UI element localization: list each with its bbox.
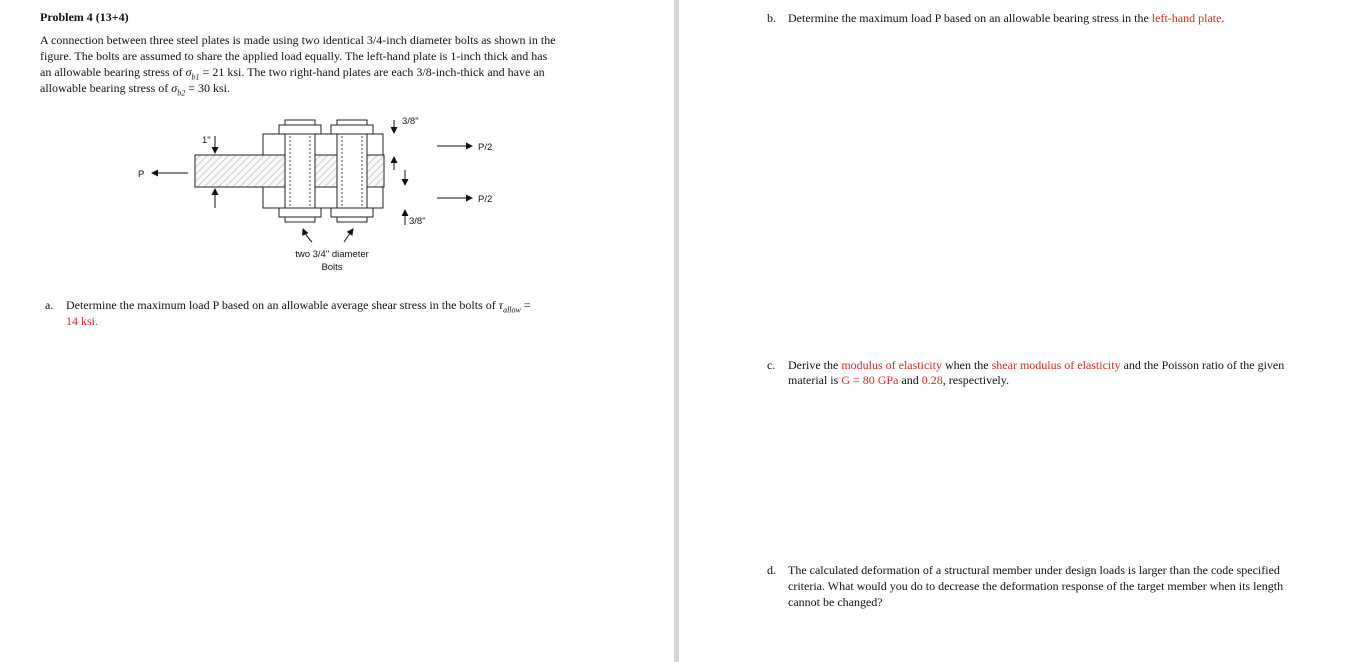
intro-line-1: A connection between three steel plates is made using two identical 3/4-inch diameter bolts as shown in the <box>40 33 556 47</box>
question-b-text: Determine the maximum load P based on an allowable bearing stress in the left-hand plate. <box>788 11 1225 25</box>
figure-caption-line-1: two 3/4" diameter <box>295 249 369 260</box>
question-d-marker: d. <box>767 563 776 577</box>
load-P2-bottom-label: P/2 <box>478 194 493 205</box>
question-d-line-2: criteria. What would you do to decrease the deformation response of the target member when its length <box>788 579 1284 593</box>
right-page <box>679 0 1352 662</box>
question-a-line-2: 14 ksi. <box>66 314 99 328</box>
load-P2-top-label: P/2 <box>478 142 493 153</box>
bolt-right <box>331 120 373 222</box>
question-b-marker: b. <box>767 11 776 25</box>
dim-1in-label: 1" <box>202 135 211 146</box>
bolt-left <box>279 120 321 222</box>
bolt-connection-figure <box>120 108 520 278</box>
question-c-line-1: Derive the modulus of elasticity when the shear modulus of elasticity and the Poisson ratio of the given <box>788 358 1285 372</box>
dim-38-top-label: 3/8" <box>402 116 419 127</box>
question-a-line-1: Determine the maximum load P based on an allowable average shear stress in the bolts of $\tau_{allow}$ = <box>66 298 531 315</box>
left-page <box>0 0 674 662</box>
question-d-line-3: cannot be changed? <box>788 595 883 609</box>
question-a-marker: a. <box>45 298 54 312</box>
intro-line-3: an allowable bearing stress of $\sigma_{b1} = 21$ ksi. The two right-hand plates are each 3/8-inch-thick and have an <box>40 65 545 82</box>
load-P-label: P <box>138 169 145 180</box>
question-c-marker: c. <box>767 358 776 372</box>
intro-line-4: allowable bearing stress of $\sigma_{b2} = 30$ ksi. <box>40 81 230 98</box>
dim-38-bottom-label: 3/8" <box>409 216 426 227</box>
intro-line-2: figure. The bolts are assumed to share the applied load equally. The left-hand plate is 1-inch thick and has <box>40 49 548 63</box>
question-c-line-2: material is G = 80 GPa and 0.28, respectively. <box>788 373 1009 387</box>
problem-title: Problem 4 (13+4) <box>40 10 129 24</box>
question-d-line-1: The calculated deformation of a structural member under design loads is larger than the code specified <box>788 563 1280 577</box>
figure-caption-line-2: Bolts <box>321 262 343 273</box>
problem-intro <box>40 32 600 96</box>
